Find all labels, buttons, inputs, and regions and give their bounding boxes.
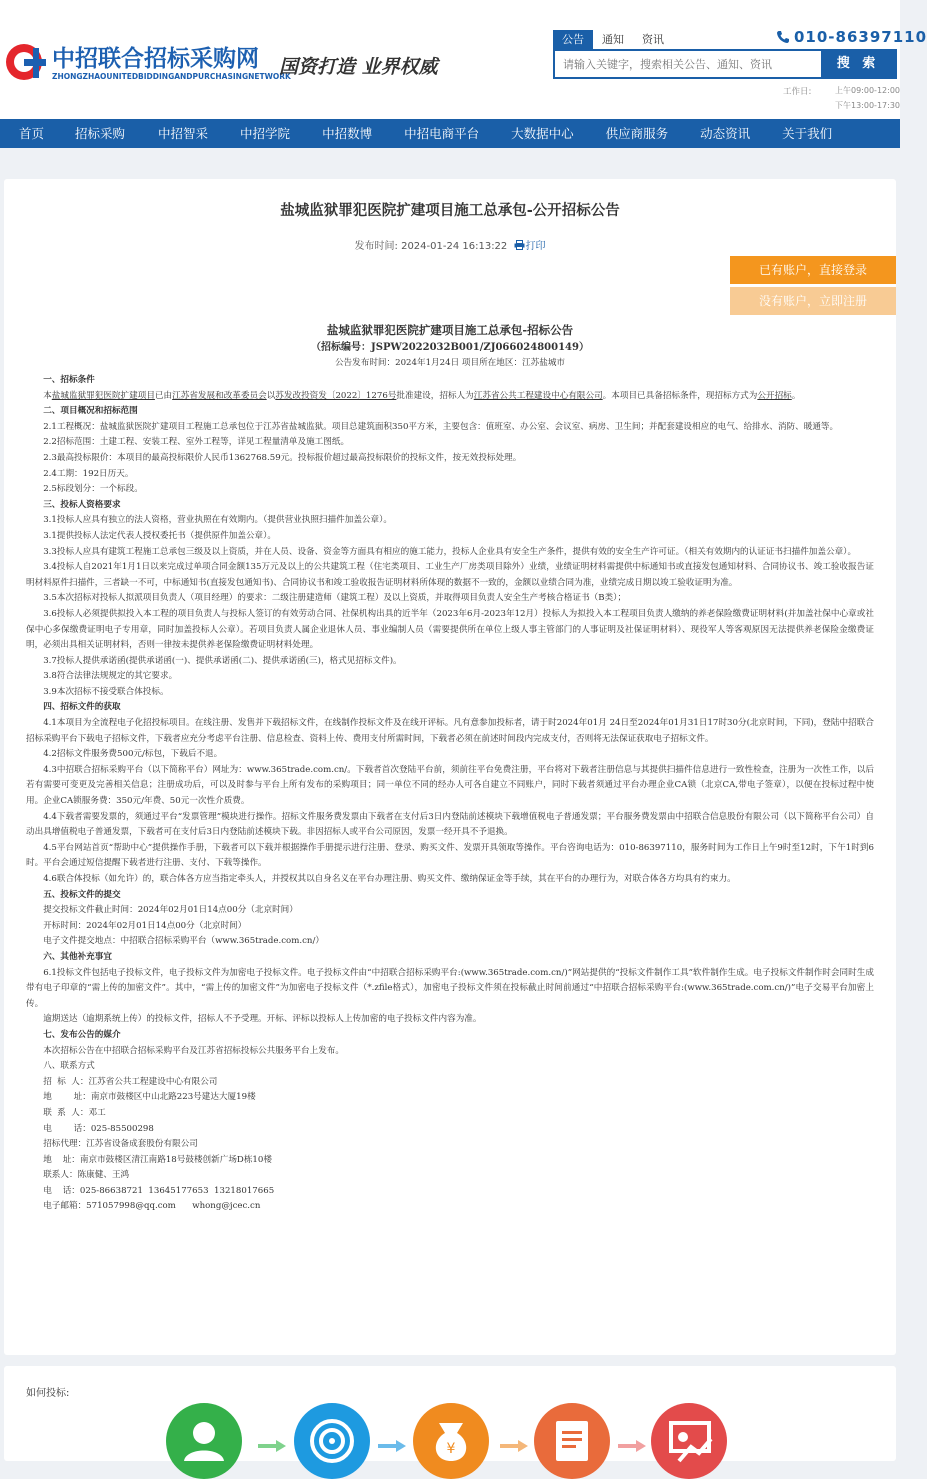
logo-en: ZHONGZHAOUNITEDBIDDINGANDPURCHASINGNETWORK [52,72,291,81]
paragraph: 3.4投标人自2021年1月1日以来完成过单项合同金额135万元及以上的公共建筑工程（住宅类项目、工业生产厂房类项目除外）业绩，业绩证明材料需提供中标通知书或直接发包通知材料、合同协议书、竣工验收报告证明材料原件扫描件，三者缺一不可，中标通知书(直接发包通知书)、合同协议书和竣工验收报告证明材料所体现的数据不一致的，金额以业绩合同为准，业绩完成日期以竣工验收证明为准。 [26,562,874,588]
bid-opening-step-icon[interactable] [651,1403,727,1479]
text: 批准建设，招标人为 [396,390,474,401]
hours-am: 上午09:00-12:00 [835,86,900,95]
search-input[interactable] [555,51,823,77]
hours-pm: 下午13:00-17:30 [835,101,900,110]
document-step-icon[interactable] [534,1403,610,1479]
site-header [0,0,927,119]
contact-line: 电子邮箱：571057998@qq.com whong@jcec.cn [43,1201,261,1212]
nav-expo[interactable]: 中招数博 [322,126,373,141]
hours-label: 工作日: [783,87,812,97]
contact-line: 联 系 人：邓工 [43,1107,106,1118]
paragraph: 电子文件提交地点：中招联合招标采购平台（www.365trade.com.cn/） [43,936,324,947]
phone-number: 010-86397110 [794,28,927,46]
paragraph: 2.4工期：192日历天。 [43,468,134,479]
approval-authority: 江苏省发展和改革委员会 [172,390,267,401]
paragraph: 3.6投标人必须提供拟投入本工程的项目负责人与投标人签订的有效劳动合同、社保机构出具的近半年（2023年6月-2023年12月）投标人为拟投入本工程项目负责人缴纳的养老保险缴费证明材料(并加盖社保中心章或社保中心多保缴费证明电子专用章，同时加盖投标人公章）。若项目负责人属企业退休人员、事业编制人员（需要提供所在单位上级人事主管部门的人事证明及社保证明材料）、现役军人等客观原因无法提供养老保险金缴费证明，必须出具相关证明材料，否则一律按未提供养老保险缴费证明材料处理。 [26,608,874,651]
paragraph: 3.5本次招标对投标人拟派项目负责人（项目经理）的要求：二级注册建造师（建筑工程）及以上资质，并取得项目负责人安全生产考核合格证书（B类）； [43,593,627,604]
arrow-icon [500,1440,528,1452]
paragraph: 2.5标段划分：一个标段。 [43,484,143,495]
text: 以 [266,390,276,401]
nav-bigdata[interactable]: 大数据中心 [511,126,574,141]
paragraph: 4.1本项目为全流程电子化招投标项目。在线注册、发售并下载招标文件，在线制作投标文件及在线开评标。凡有意参加投标者，请于时2024年01月 24日至2024年01月31日17时30分(北京时间，下同)，登陆中招联合招标采购平台下载电子招标文件，下载者应充分考虑平台注册、信息检查、资料上传、费用支付所需时间，下载者必须在前述时间段内完成支付，否则将无法保证获取电子招标文件。 [26,718,874,744]
print-link[interactable] [514,241,545,252]
arrow-icon [378,1440,406,1452]
tenderer-name: 江苏省公共工程建设中心有限公司 [473,390,603,401]
paragraph: 本次招标公告在中招联合招标采购平台及江苏省招标投标公共服务平台上发布。 [43,1045,344,1056]
print-label: 打印 [525,241,546,252]
register-button[interactable]: 没有账户，立即注册 [730,287,896,315]
paragraph: 3.9本次招标不接受联合体投标。 [43,686,169,697]
project-name: 盐城监狱罪犯医院扩建项目 [51,390,155,401]
nav-about[interactable]: 关于我们 [782,126,833,141]
nav-ecommerce[interactable]: 中招电商平台 [404,126,480,141]
section-heading: 八、联系方式 [43,1061,95,1072]
publish-time: 2024-01-24 16:13:22 [401,241,508,252]
section-heading: 二、项目概况和招标范围 [43,406,138,417]
paragraph: 3.7投标人提供承诺函(提供承诺函(一)、提供承诺函(二)、提供承诺函(三)，格式见招标文件)。 [43,655,402,666]
contact-line: 招 标 人：江苏省公共工程建设中心有限公司 [43,1076,218,1087]
paragraph: 4.5平台网站首页“帮助中心”提供操作手册，下载者可以下载并根据操作手册提示进行注册、登录、购买文件、发票开具领取等操作。平台咨询电话为：010-86397110，服务时间为工作日上午9时至12时，下午1时到6时。平台会通过短信提醒下载者进行注册、支付、下载等操作。 [26,842,874,869]
section-heading: 四、招标文件的获取 [43,702,121,713]
text: 本 [43,390,52,401]
section-heading: 六、其他补充事宜 [43,951,112,962]
nav-academy[interactable]: 中招学院 [240,126,291,141]
paragraph: 4.6联合体投标（如允许）的，联合体各方应当指定牵头人，并授权其以自身名义在平台办理注册、购买文件、缴纳保证金等手续，其在平台的办理行为，对联合体各方均具有约束力。 [43,874,736,884]
phone-icon [776,30,790,44]
paragraph: 提交投标文件截止时间：2024年02月01日14点00分（北京时间） [43,905,298,916]
contact-line: 电 话：025-86638721 13645177653 13218017665 [43,1185,275,1196]
arrow-icon [618,1440,646,1452]
search-tab-announcement[interactable]: 公告 [553,30,593,49]
paragraph: 2.2招标范围：土建工程、安装工程、室外工程等，详见工程量清单及施工图纸。 [43,437,350,448]
search-box [553,49,897,79]
main-nav [0,119,900,148]
hotline [776,28,927,46]
nav-news[interactable]: 动态资讯 [700,126,751,141]
section-heading: 一、招标条件 [43,375,95,385]
contact-line: 地 址：南京市鼓楼区中山北路223号建达大厦19楼 [43,1092,256,1103]
contact-line: 联系人：陈康健、王鸿 [43,1170,130,1181]
search-tabs [553,30,673,49]
announcement-title: 盐城监狱罪犯医院扩建项目施工总承包-招标公告 [326,323,574,337]
approval-doc: 苏发改投资发〔2022〕1276号 [275,390,397,401]
nav-supplier[interactable]: 供应商服务 [605,126,669,141]
login-button[interactable]: 已有账户，直接登录 [730,256,896,284]
search-button[interactable]: 搜 索 [821,51,895,77]
announcement-code: （招标编号：JSPW2022032B001/ZJ066024800149） [311,342,589,353]
paragraph: 2.1工程概况：盐城监狱医院扩建项目工程施工总承包位于江苏省盐城监狱。项目总建筑面积350平方米，主要包含：值班室、办公室、会议室、病房、卫生间；并配套建设相应的电气、给排水、消防、暖通等。 [43,421,839,432]
target-step-icon[interactable] [294,1403,370,1479]
nav-bidding[interactable]: 招标采购 [75,126,126,141]
nav-zhongzhao-zhicai[interactable]: 中招智采 [158,126,209,141]
announcement-meta: 公告发布时间：2024年1月24日 项目所在地区：江苏盐城市 [334,358,566,368]
paragraph: 3.1提供投标人法定代表人授权委托书（提供原件加盖公章）。 [43,530,276,541]
svg-text:¥: ¥ [446,1441,456,1457]
payment-step-icon[interactable] [413,1403,489,1479]
main-content [4,179,896,1355]
how-to-bid-label: 如何投标: [26,1388,70,1399]
publish-label: 发布时间: [354,241,398,252]
text: 。本项目已具备招标条件，现招标方式为 [602,390,758,401]
how-to-bid [4,1366,896,1461]
section-heading: 三、投标人资格要求 [43,499,121,510]
contact-line: 电 话：025-85500298 [43,1123,154,1134]
paragraph: 4.2招标文件服务费500元/标包，下载后不退。 [43,749,223,760]
search-tab-news[interactable]: 资讯 [642,33,664,46]
bid-method: 公开招标 [757,390,792,401]
text: 。 [791,390,801,401]
paragraph: 4.3中招联合招标采购平台（以下简称平台）网址为：www.365trade.com.cn/。下载者首次登陆平台前，须前往平台免费注册，平台将对下载者注册信息与其提供扫描件信息进行一致性检查，注册为一次性工作，以后若有需要可变更及完善相关信息；注册成功后，可以及时参与平台上所有发布的采购项目；同一单位不同的经办人可各自建立不同账户，同时下载者须通过平台办理企业CA锁（北京CA,带电子签章），以便在投标过程中使用。企业CA锁服务费：350元/年费、50元一次性介质费。 [26,764,874,807]
register-step-icon[interactable] [166,1403,242,1479]
paragraph: 2.3最高投标限价：本项目的最高投标限价人民币1362768.59元。投标报价超过最高投标限价的投标文件，按无效投标处理。 [43,452,522,463]
nav-home[interactable]: 首页 [19,126,45,141]
page-title: 盐城监狱罪犯医院扩建项目施工总承包-公开招标公告 [280,203,620,219]
search-tab-notice[interactable]: 通知 [602,33,624,46]
section-heading: 七、发布公告的媒介 [43,1029,121,1040]
publish-info [4,237,896,252]
printer-icon [514,240,525,250]
section-heading: 五、投标文件的提交 [43,889,121,900]
paragraph: 3.8符合法律法规规定的其它要求。 [43,671,178,682]
paragraph: 3.3投标人应具有建筑工程施工总承包三级及以上资质，并在人员、设备、资金等方面具有相应的施工能力，投标人企业具有安全生产条件，提供有效的安全生产许可证。（相关有效期内的认证证书扫描件加盖公章）。 [43,546,857,557]
arrow-icon [258,1440,286,1452]
logo-name[interactable]: 中招联合招标采购网 [52,46,259,72]
announcement-body [26,321,874,1215]
paragraph [26,389,874,405]
text: 已由 [154,390,173,401]
contact-line: 招标代理：江苏省设备成套股份有限公司 [43,1139,198,1150]
slogan: 国资打造 业界权威 [279,56,438,78]
paragraph: 开标时间：2024年02月01日14点00分（北京时间） [43,920,247,931]
paragraph: 3.1投标人应具有独立的法人资格，营业执照在有效期内。（提供营业执照扫描件加盖公章）。 [43,515,393,526]
paragraph: 6.1投标文件包括电子投标文件，电子投标文件为加密电子投标文件。电子投标文件由“中招联合招标采购平台:(www.365trade.com.cn/)”网站提供的“投标文件制作工具”软件制作生成。电子投标文件制作时会同时生成带有电子印章的“需上传的加密文件”。其中，“需上传的加密文件”为加密电子投标文件（*.zfile格式），加密电子投标文件须在投标截止时间前通过“中招联合招标采购平台:(www.365trade.com.cn/)”电子交易平台加密上传。 [26,967,874,1009]
contact-line: 地 址：南京市鼓楼区清江南路18号鼓楼创新广场D栋10楼 [43,1154,272,1165]
paragraph: 4.4下载者需要发票的，须通过平台“发票管理”模块进行操作。招标文件服务费发票由下载者在支付后3日内登陆前述模块下载增值税电子普通发票；平台服务费发票由中招联合信息股份有限公司（以下简称平台公司）自动出具增值税电子普通发票，下载者可在支付后3日内登陆前述模块下载。非因招标人或平台公司原因，发票一经开具不予退换。 [26,811,874,838]
paragraph: 逾期送达（逾期系统上传）的投标文件，招标人不予受理。开标、评标以投标人上传加密的电子投标文件内容为准。 [43,1014,482,1025]
logo-icon[interactable] [4,42,48,82]
